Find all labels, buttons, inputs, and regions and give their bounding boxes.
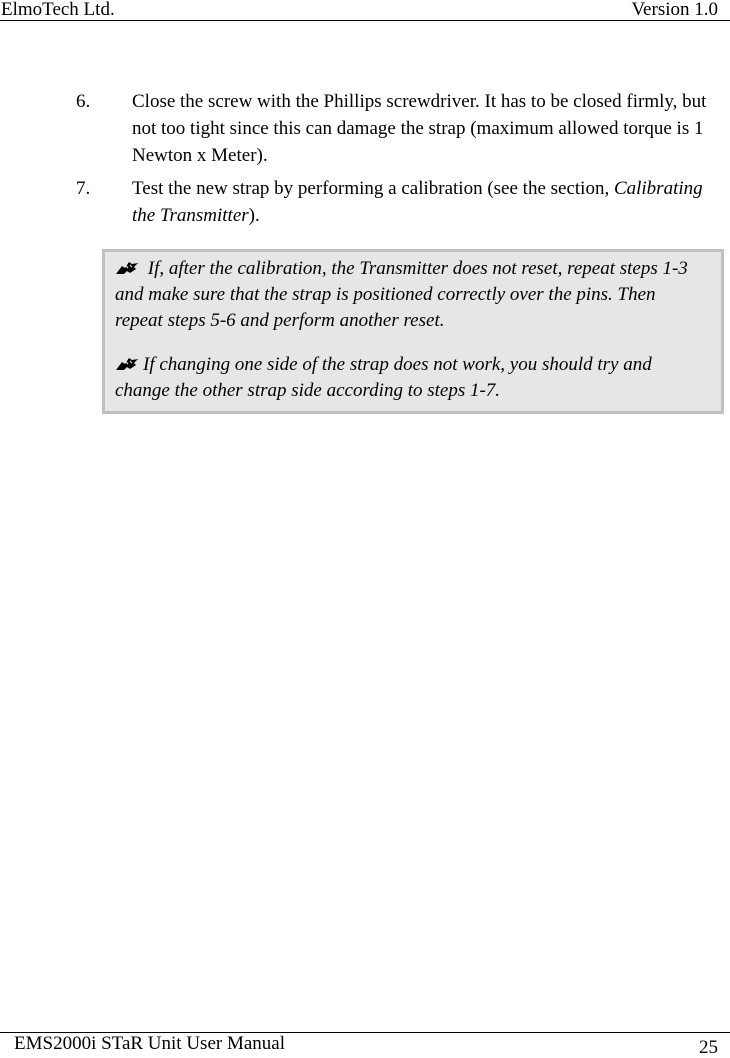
note-paragraph [115,352,705,404]
pointing-hand-icon [115,260,139,275]
instruction-steps [0,88,730,235]
step-item [0,175,730,229]
page-footer [0,1032,730,1058]
step-number: 7. [76,178,91,199]
page-number: 25 [699,1037,718,1058]
step-text [132,175,722,229]
step-text-after: ). [248,205,260,226]
step-item [0,88,730,169]
step-number: 6. [76,91,91,112]
note-paragraph [115,256,705,334]
section-reference: Calibrating the Transmitter [132,178,703,226]
step-text: Close the screw with the Phillips screwdriver. It has to be closed firmly, but not too tight since this can damage the strap (maximum allowed torque is 1 Newton x Meter). [132,91,707,166]
step-text-before: Test the new strap by performing a calibration (see the section, [132,178,614,199]
note-box [102,249,724,414]
note-text: If changing one side of the strap does not work, you should try and change the other strap side according to steps 1-7. [115,354,652,401]
pointing-hand-icon [115,356,139,371]
document-version: Version 1.0 [631,0,718,20]
page-header [0,0,730,21]
note-text: If, after the calibration, the Transmitter does not reset, repeat steps 1-3 and make sure that the strap is positioned correctly over the pins. Then repeat steps 5-6 and perform another reset. [115,258,688,331]
manual-title: EMS2000i STaR Unit User Manual [14,1033,285,1054]
company-name: ElmoTech Ltd. [1,0,115,20]
